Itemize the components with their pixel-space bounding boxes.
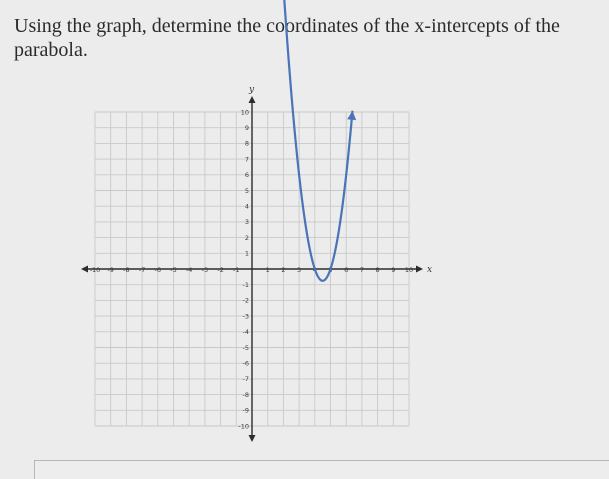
y-tick-label: 1 bbox=[244, 249, 249, 258]
x-tick-label: 3 bbox=[297, 266, 302, 274]
x-tick-label: 7 bbox=[359, 266, 364, 274]
x-tick-label: 8 bbox=[375, 266, 380, 274]
x-axis-arrow-left bbox=[81, 266, 88, 273]
y-tick-label: -1 bbox=[242, 281, 249, 289]
x-tick-label: -8 bbox=[123, 266, 130, 274]
question-text: Using the graph, determine the coordinates of the x-intercepts of the parabola. bbox=[14, 15, 560, 61]
y-axis-arrow-up bbox=[249, 96, 256, 103]
y-tick-label: 6 bbox=[244, 171, 249, 180]
x-axis-arrow-right bbox=[416, 266, 423, 273]
x-tick-label: -6 bbox=[154, 266, 162, 274]
y-tick-label: 8 bbox=[244, 139, 249, 148]
answer-input-area[interactable] bbox=[34, 460, 609, 479]
y-tick-label: -9 bbox=[242, 406, 249, 415]
y-tick-label: -7 bbox=[242, 375, 249, 384]
y-tick-label: -3 bbox=[242, 312, 249, 321]
y-tick-label: 10 bbox=[240, 108, 249, 117]
y-axis-arrow-down bbox=[249, 435, 256, 442]
y-axis-label: y bbox=[249, 85, 255, 95]
x-tick-label: 4 bbox=[312, 266, 317, 274]
x-tick-label: 2 bbox=[281, 266, 286, 274]
y-tick-label: 9 bbox=[244, 124, 249, 132]
x-tick-label: -4 bbox=[185, 266, 193, 274]
x-tick-label: 5 bbox=[328, 266, 333, 274]
axes bbox=[81, 96, 423, 442]
x-tick-label: -10 bbox=[89, 266, 101, 274]
y-tick-label: 5 bbox=[244, 186, 249, 195]
x-tick-label: -9 bbox=[107, 266, 114, 274]
y-tick-label: -8 bbox=[242, 390, 249, 399]
y-tick-label: 2 bbox=[244, 233, 249, 242]
x-tick-label: 6 bbox=[344, 266, 349, 274]
x-tick-label: -1 bbox=[233, 266, 240, 274]
x-tick-label: 9 bbox=[391, 266, 396, 274]
x-tick-label: -7 bbox=[138, 266, 146, 274]
y-tick-label: 7 bbox=[244, 155, 249, 164]
y-tick-label: -6 bbox=[242, 359, 249, 368]
x-tick-label: -3 bbox=[201, 266, 209, 274]
y-tick-label: -10 bbox=[238, 422, 249, 431]
x-axis-label: x bbox=[427, 265, 433, 275]
x-tick-label: -5 bbox=[170, 266, 177, 274]
y-tick-label: -4 bbox=[242, 328, 249, 337]
x-tick-label: -2 bbox=[217, 266, 224, 274]
y-tick-label: 3 bbox=[244, 218, 249, 227]
x-tick-label: 1 bbox=[265, 266, 270, 274]
y-tick-label: -2 bbox=[242, 296, 249, 305]
y-tick-label: -5 bbox=[242, 343, 249, 352]
x-tick-label: 10 bbox=[404, 266, 414, 274]
y-tick-label: 4 bbox=[244, 202, 249, 211]
